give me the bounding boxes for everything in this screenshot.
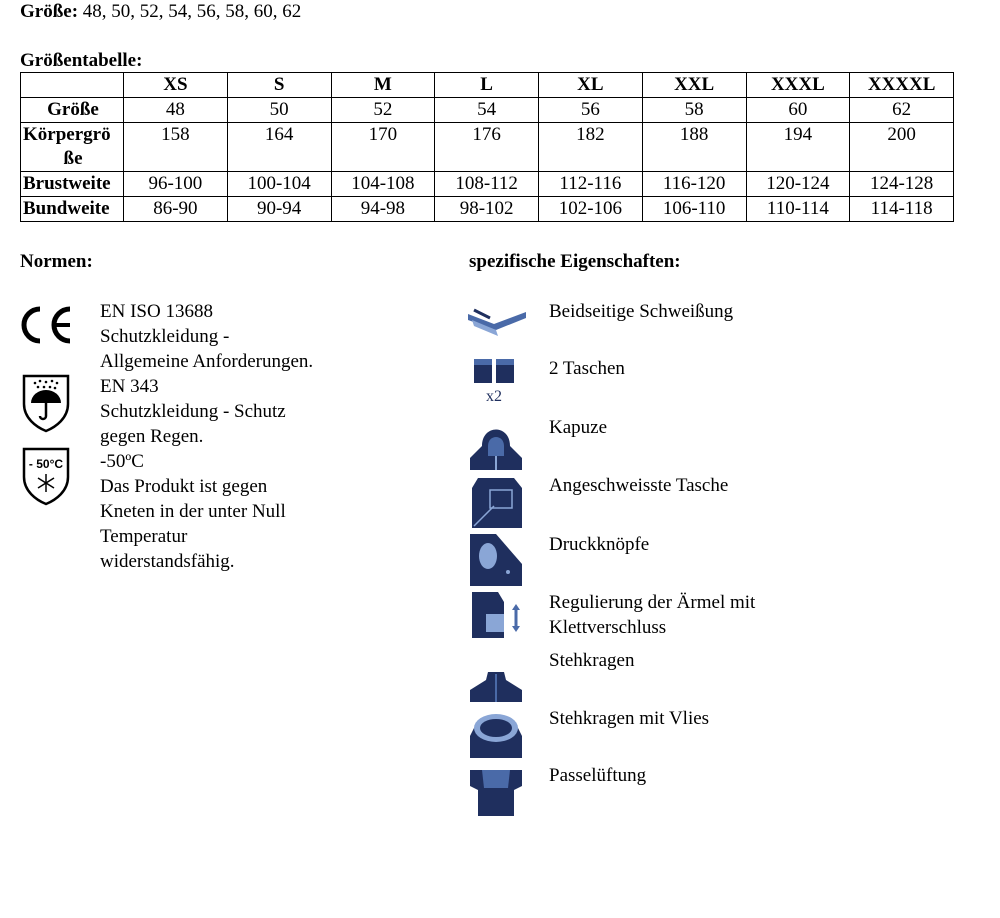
normen-line: EN 343 bbox=[100, 376, 159, 397]
row-label: Brustweite bbox=[21, 172, 124, 197]
row-label bbox=[21, 123, 124, 172]
table-cell: 188 bbox=[642, 123, 746, 172]
table-header-cell: XXXXL bbox=[850, 73, 954, 98]
ce-mark-icon bbox=[20, 305, 76, 345]
table-cell: 50 bbox=[227, 98, 331, 123]
table-header-cell: XS bbox=[124, 73, 228, 98]
table-cell: 120-124 bbox=[746, 172, 850, 197]
table-cell: 116-120 bbox=[642, 172, 746, 197]
feature-label bbox=[549, 590, 755, 640]
table-row bbox=[21, 197, 954, 222]
table-cell: 108-112 bbox=[435, 172, 539, 197]
table-cell: 98-102 bbox=[435, 197, 539, 222]
feature-label: Beidseitige Schweißung bbox=[549, 301, 734, 322]
welded-seam-icon bbox=[468, 300, 524, 340]
feature-label: Stehkragen bbox=[549, 650, 635, 671]
table-header-cell bbox=[21, 73, 124, 98]
table-cell: 100-104 bbox=[227, 172, 331, 197]
table-header-cell: S bbox=[227, 73, 331, 98]
table-cell: 90-94 bbox=[227, 197, 331, 222]
table-header-cell: XXL bbox=[642, 73, 746, 98]
features-title: spezifische Eigenschaften: bbox=[469, 251, 681, 272]
table-row bbox=[21, 123, 954, 172]
table-cell: 102-106 bbox=[539, 197, 643, 222]
normen-line: gegen Regen. bbox=[100, 426, 204, 447]
hood-icon bbox=[468, 416, 524, 470]
table-cell: 176 bbox=[435, 123, 539, 172]
table-cell: 158 bbox=[124, 123, 228, 172]
feature-label: 2 Taschen bbox=[549, 358, 625, 379]
yoke-vent-icon bbox=[468, 762, 524, 816]
table-cell: 182 bbox=[539, 123, 643, 172]
sizes-value: 48, 50, 52, 54, 56, 58, 60, 62 bbox=[82, 1, 302, 22]
sizes-label: Größe: bbox=[20, 1, 79, 22]
table-header-cell: M bbox=[331, 73, 435, 98]
feature-label: Kapuze bbox=[549, 417, 608, 438]
table-row bbox=[21, 98, 954, 123]
size-table-title: Größentabelle: bbox=[20, 50, 143, 71]
feature-label: Druckknöpfe bbox=[549, 534, 650, 555]
normen-line: Das Produkt ist gegen bbox=[100, 476, 268, 497]
sleeve-velcro-icon bbox=[468, 588, 524, 640]
normen-line: Allgemeine Anforderungen. bbox=[100, 351, 314, 372]
feature-label: Angeschweisste Tasche bbox=[549, 475, 729, 496]
feature-label-line: Klettverschluss bbox=[549, 617, 667, 638]
table-cell: 106-110 bbox=[642, 197, 746, 222]
table-cell: 58 bbox=[642, 98, 746, 123]
table-header-row bbox=[21, 73, 954, 98]
normen-line: widerstandsfähig. bbox=[100, 551, 235, 572]
table-header-cell: L bbox=[435, 73, 539, 98]
normen-line: Temperatur bbox=[100, 526, 188, 547]
table-cell: 110-114 bbox=[746, 197, 850, 222]
stand-collar-icon bbox=[468, 668, 524, 702]
two-pockets-text: x2 bbox=[486, 388, 502, 405]
table-cell: 54 bbox=[435, 98, 539, 123]
table-cell: 60 bbox=[746, 98, 850, 123]
cold-shield-icon bbox=[20, 445, 72, 507]
feature-label: Stehkragen mit Vlies bbox=[549, 708, 710, 729]
cold-shield-text: - 50°C bbox=[28, 457, 64, 471]
row-label: Bundweite bbox=[21, 197, 124, 222]
snap-buttons-icon bbox=[468, 530, 524, 586]
table-cell: 164 bbox=[227, 123, 331, 172]
two-pockets-icon bbox=[468, 357, 524, 405]
table-cell: 200 bbox=[850, 123, 954, 172]
size-table bbox=[20, 72, 954, 222]
normen-line: Schutzkleidung - bbox=[100, 326, 230, 347]
table-cell: 56 bbox=[539, 98, 643, 123]
feature-label: Passelüftung bbox=[549, 765, 647, 786]
normen-line: -50ºC bbox=[100, 451, 144, 472]
normen-title: Normen: bbox=[20, 251, 93, 272]
row-label-line: Körpergrö bbox=[23, 124, 111, 145]
table-cell: 124-128 bbox=[850, 172, 954, 197]
sizes-line bbox=[20, 0, 301, 24]
table-cell: 104-108 bbox=[331, 172, 435, 197]
table-header-cell: XL bbox=[539, 73, 643, 98]
welded-pocket-icon bbox=[468, 472, 524, 528]
row-label: Größe bbox=[21, 98, 124, 123]
fleece-collar-icon bbox=[468, 706, 524, 758]
table-cell: 62 bbox=[850, 98, 954, 123]
normen-text-block bbox=[100, 299, 430, 574]
table-cell: 94-98 bbox=[331, 197, 435, 222]
table-cell: 86-90 bbox=[124, 197, 228, 222]
table-cell: 52 bbox=[331, 98, 435, 123]
table-cell: 48 bbox=[124, 98, 228, 123]
table-cell: 114-118 bbox=[850, 197, 954, 222]
normen-line: Kneten in der unter Null bbox=[100, 501, 286, 522]
umbrella-shield-icon bbox=[20, 372, 72, 434]
normen-line: Schutzkleidung - Schutz bbox=[100, 401, 286, 422]
normen-line: EN ISO 13688 bbox=[100, 301, 213, 322]
feature-label-line: Regulierung der Ärmel mit bbox=[549, 592, 756, 613]
table-row bbox=[21, 172, 954, 197]
table-cell: 96-100 bbox=[124, 172, 228, 197]
table-cell: 170 bbox=[331, 123, 435, 172]
row-label-line: ße bbox=[63, 148, 83, 169]
table-cell: 194 bbox=[746, 123, 850, 172]
table-header-cell: XXXL bbox=[746, 73, 850, 98]
table-cell: 112-116 bbox=[539, 172, 643, 197]
